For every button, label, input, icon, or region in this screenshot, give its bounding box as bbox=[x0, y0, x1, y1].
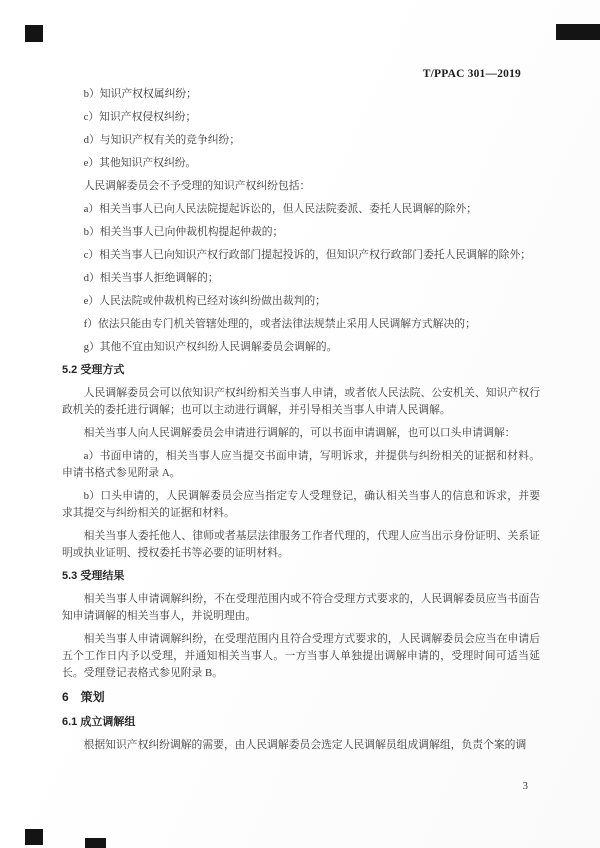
paragraph: 相关当事人向人民调解委员会申请进行调解的，可以书面申请调解，也可以口头申请调解： bbox=[83, 427, 516, 439]
list-item: c）知识产权侵权纠纷； bbox=[83, 111, 197, 123]
paragraph: b）口头申请的，人民调解委员会应当指定专人受理登记，确认相关当事人的信息和诉求，并要求其提交与纠纷相关的证据和材料。 bbox=[62, 490, 540, 519]
standard-number-header: T/PPAC 301—2019 bbox=[422, 68, 521, 80]
list-item: e）其他知识产权纠纷。 bbox=[83, 157, 197, 169]
list-item: b）知识产权权属纠纷； bbox=[83, 88, 197, 100]
paragraph: 相关当事人委托他人、律师或者基层法律服务工作者代理的，代理人应当出示身份证明、关系证明或执业证明、授权委托书等必要的证明材料。 bbox=[62, 530, 540, 559]
paragraph: a）书面申请的，相关当事人应当提交书面申请，写明诉求，并提供与纠纷相关的证据和材料。申请书格式参见附录 A。 bbox=[62, 450, 540, 479]
scan-mark-top-left bbox=[25, 25, 43, 42]
paragraph: 相关当事人申请调解纠纷，不在受理范围内或不符合受理方式要求的，人民调解委员应当书面告知申请调解的相关当事人，并说明理由。 bbox=[62, 593, 540, 622]
list-item: g）其他不宜由知识产权纠纷人民调解委员会调解的。 bbox=[83, 341, 338, 353]
scan-mark-top-right bbox=[556, 24, 600, 40]
subsection-heading: 5.3 受理结果 bbox=[62, 570, 125, 582]
list-item: d）相关当事人拒绝调解的； bbox=[83, 272, 219, 284]
subsection-heading: 6.1 成立调解组 bbox=[62, 716, 136, 728]
list-item: f）依法只能由专门机关管辖处理的，或者法律法规禁止采用人民调解方式解决的； bbox=[83, 318, 476, 330]
list-item: d）与知识产权有关的竞争纠纷； bbox=[83, 134, 241, 146]
paragraph: 人民调解委员会可以依知识产权纠纷相关当事人申请，或者依人民法院、公安机关、知识产权行政机关的委托进行调解；也可以主动进行调解，并引导相关当事人申请人民调解。 bbox=[62, 387, 540, 416]
list-item: b）相关当事人已向仲裁机构提起仲裁的； bbox=[83, 226, 284, 238]
document-body bbox=[62, 86, 540, 760]
paragraph: 人民调解委员会不予受理的知识产权纠纷包括： bbox=[83, 180, 311, 192]
list-item: e）人民法院或仲裁机构已经对该纠纷做出裁判的； bbox=[83, 295, 326, 307]
subsection-heading: 5.2 受理方式 bbox=[62, 364, 125, 376]
list-item: c）相关当事人已向知识产权行政部门提起投诉的，但知识产权行政部门委托人民调解的除外； bbox=[83, 249, 532, 261]
paragraph: 相关当事人申请调解纠纷，在受理范围内且符合受理方式要求的，人民调解委员会应当在申请后五个工作日内予以受理，并通知相关当事人。一方当事人单独提出调解申请的，受理时间可适当延长。受理登记表格式参见附录 B。 bbox=[62, 633, 540, 679]
paragraph: 根据知识产权纠纷调解的需要，由人民调解委员会选定人民调解员组成调解组，负责个案的调 bbox=[83, 739, 527, 751]
list-item: a）相关当事人已向人民法院提起诉讼的，但人民法院委派、委托人民调解的除外； bbox=[83, 203, 478, 215]
scan-mark-bottom-left bbox=[25, 829, 43, 845]
scan-mark-bottom-bar bbox=[85, 838, 106, 848]
section-heading: 6 策划 bbox=[62, 690, 105, 704]
page-number: 3 bbox=[522, 780, 528, 792]
